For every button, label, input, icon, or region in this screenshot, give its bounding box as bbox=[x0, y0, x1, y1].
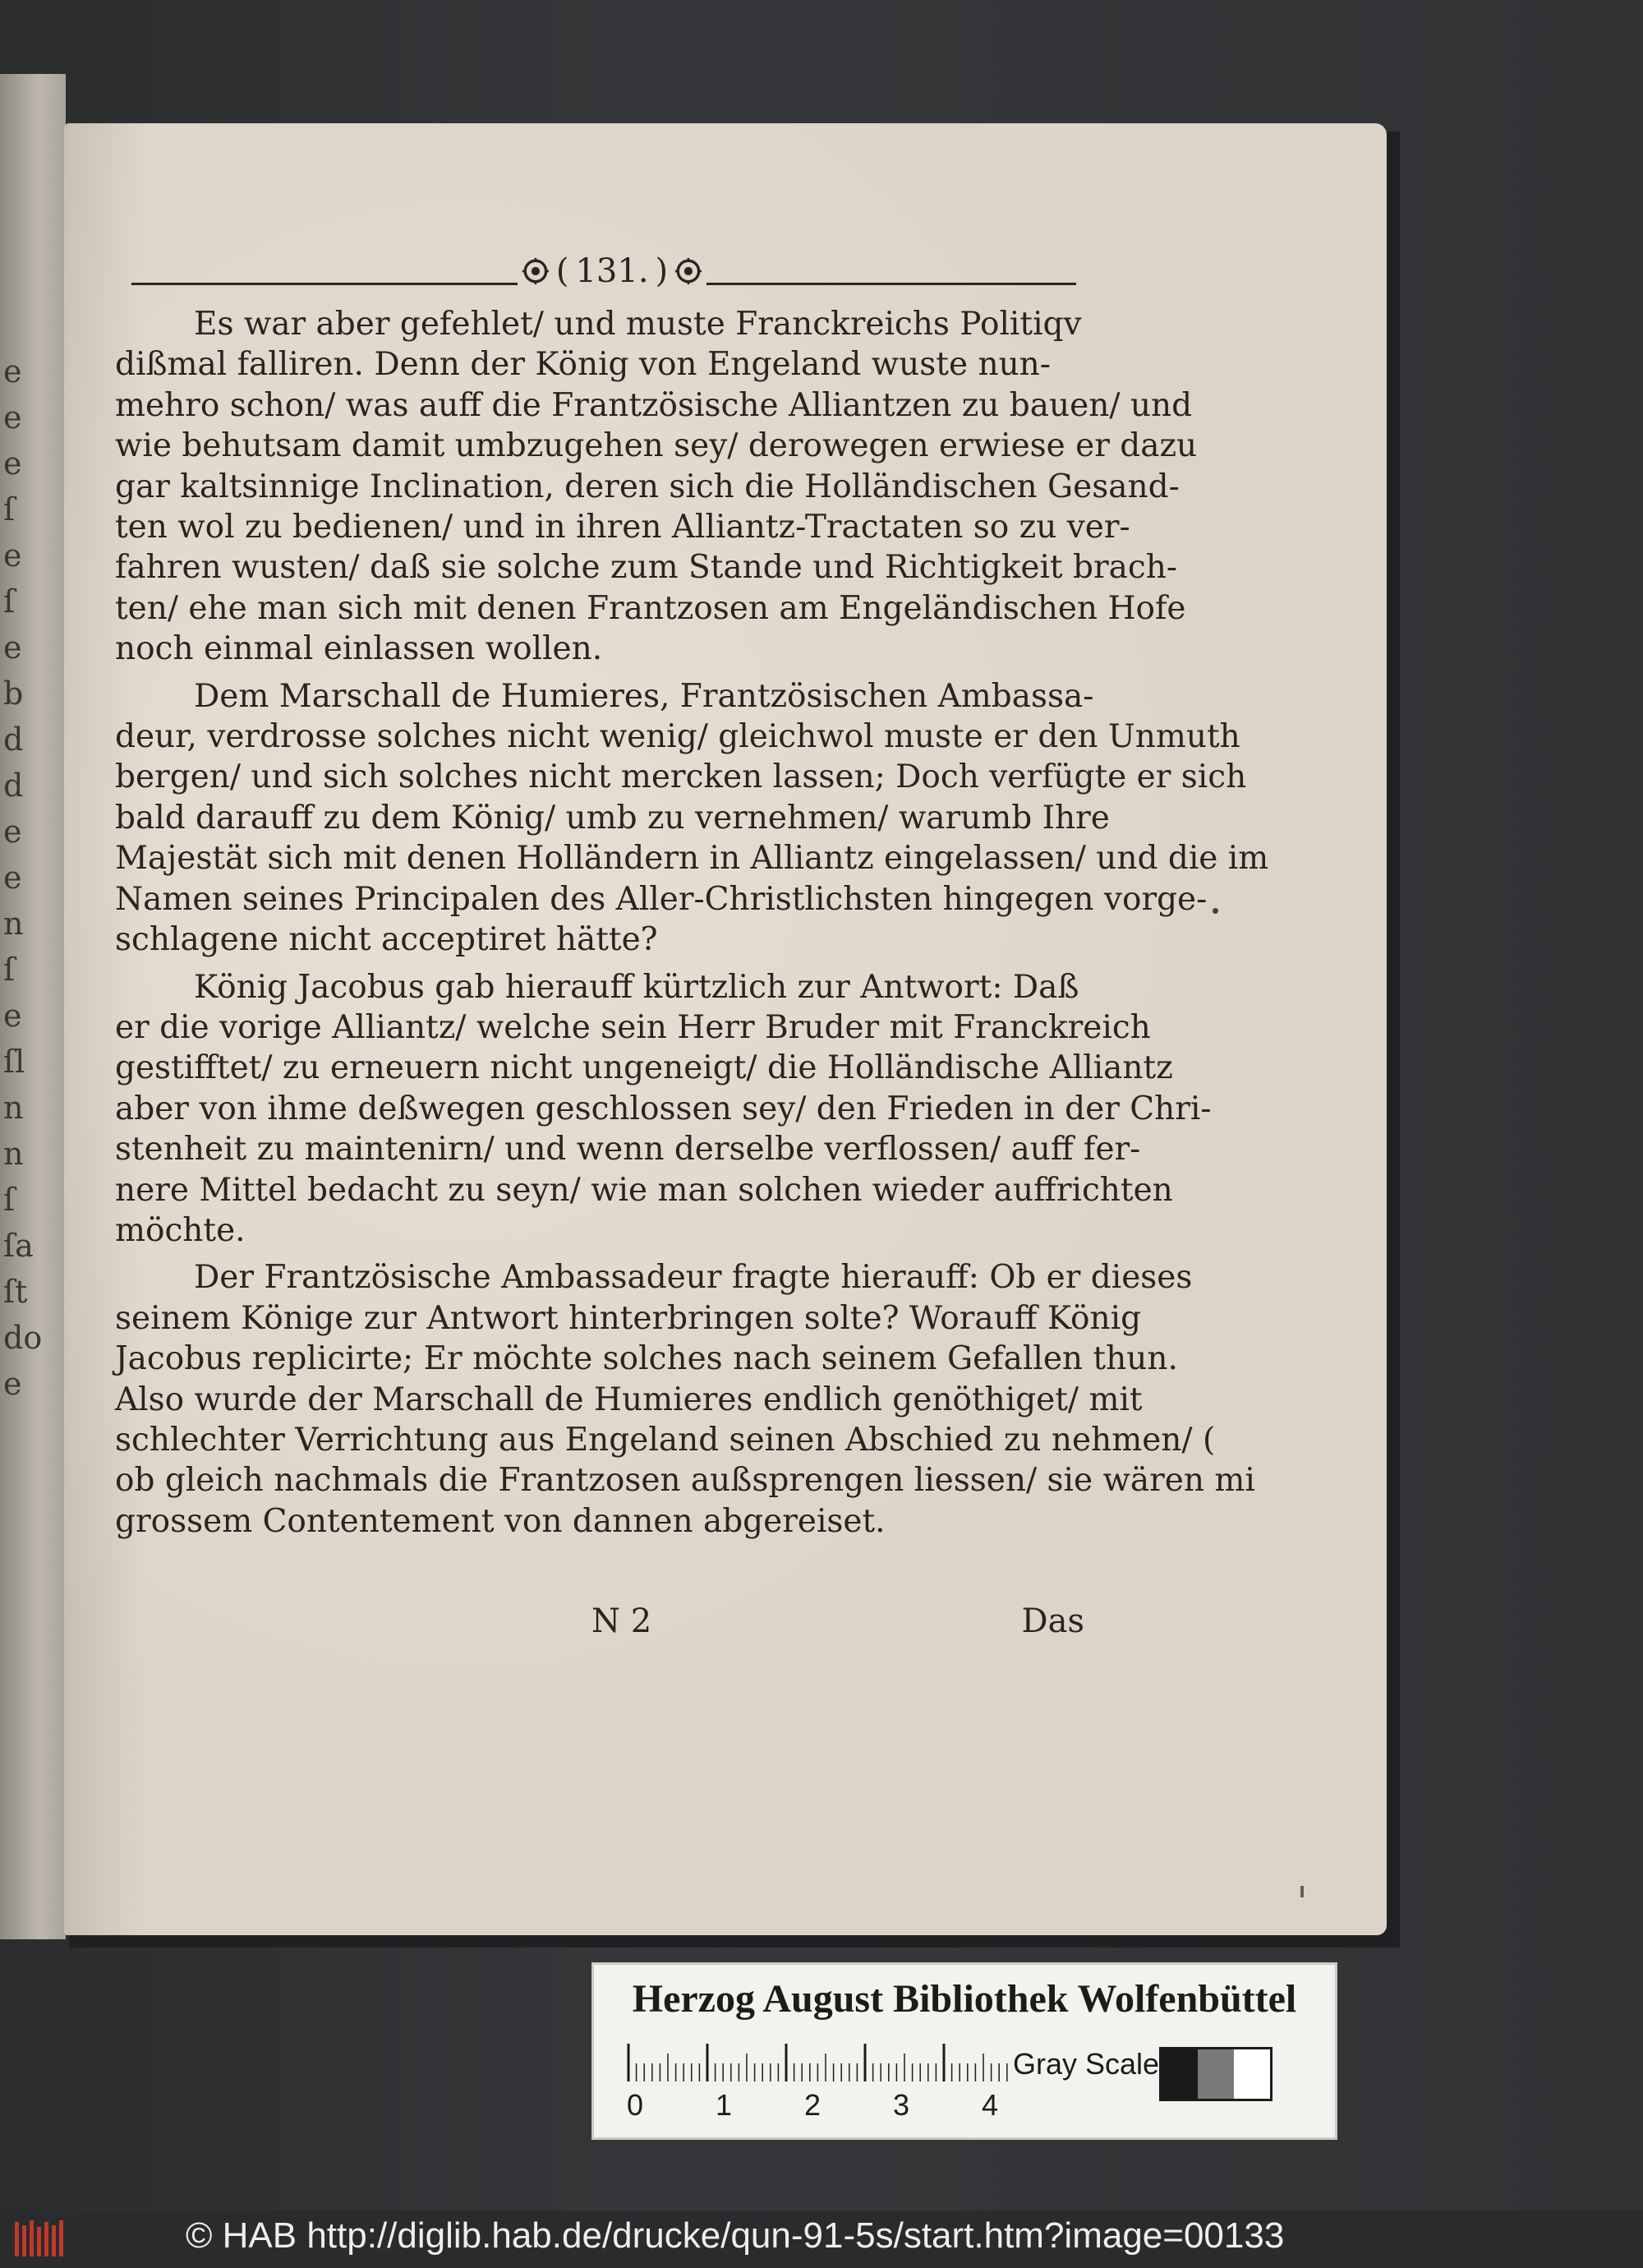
ruler-scale bbox=[627, 2042, 1013, 2083]
body-text bbox=[115, 304, 1269, 1545]
ink-speck bbox=[1213, 908, 1218, 914]
text-line: ob gleich nachmals die Frantzosen außsprengen liessen/ sie wären mi bbox=[115, 1462, 1255, 1500]
text-line: bergen/ und sich solches nicht mercken lassen; Doch verfügte er sich bbox=[115, 758, 1247, 796]
text-line: König Jacobus gab hierauff kürtzlich zur Antwort: Daß bbox=[194, 968, 1079, 1006]
ornament-icon bbox=[674, 255, 702, 288]
text-line: grossem Contentement von dannen abgereiset. bbox=[115, 1502, 886, 1540]
paragraph bbox=[115, 676, 1269, 961]
gray-scale-label: Gray Scale bbox=[1013, 2047, 1160, 2081]
facing-page-fragment: d bbox=[3, 768, 24, 804]
gray-scale-swatch bbox=[1159, 2047, 1273, 2101]
facing-page-fragment: e bbox=[3, 537, 22, 574]
color-scale-card bbox=[591, 1962, 1337, 2140]
text-line: Jacobus replicirte; Er möchte solches nach seinem Gefallen thun. bbox=[115, 1340, 1178, 1378]
swatch-white bbox=[1234, 2049, 1270, 2099]
hab-logo-icon bbox=[13, 2217, 71, 2261]
ruler-number: 0 bbox=[627, 2088, 644, 2122]
institution-name: Herzog August Bibliothek Wolfenbüttel bbox=[632, 1977, 1297, 2021]
page-number-text: 131. bbox=[575, 252, 649, 290]
text-line: ten/ ehe man sich mit denen Frantzosen am Engeländischen Hofe bbox=[115, 589, 1186, 627]
text-line: mehro schon/ was auff die Frantzösische Alliantzen zu bauen/ und bbox=[115, 386, 1193, 424]
facing-page-fragment: ſ bbox=[3, 952, 16, 988]
text-line: deur, verdrosse solches nicht wenig/ gleichwol muste er den Unmuth bbox=[115, 718, 1240, 756]
facing-page-fragment: e bbox=[3, 998, 22, 1034]
facing-page-fragment: ſ bbox=[3, 491, 16, 528]
page-footer bbox=[107, 1602, 1084, 1652]
text-line: Majestät sich mit denen Holländern in Alliantz eingelassen/ und die im bbox=[115, 840, 1269, 878]
text-line: gestifftet/ zu erneuern nicht ungeneigt/ die Holländische Alliantz bbox=[115, 1049, 1173, 1087]
ruler-number: 4 bbox=[982, 2088, 999, 2122]
header-rule-left bbox=[131, 283, 518, 285]
text-line: schlagene nicht acceptiret hätte? bbox=[115, 921, 658, 959]
facing-page-fragment: ſa bbox=[3, 1228, 34, 1264]
facing-page-fragment: ſ bbox=[3, 583, 16, 620]
ruler-number: 2 bbox=[804, 2088, 822, 2122]
signature-mark: N 2 bbox=[591, 1602, 652, 1640]
text-line: gar kaltsinnige Inclination, deren sich die Holländischen Gesand- bbox=[115, 468, 1180, 505]
text-line: Es war aber gefehlet/ und muste Franckreichs Politiqv bbox=[194, 306, 1082, 343]
facing-page-fragment: do bbox=[3, 1320, 43, 1356]
paragraph bbox=[115, 304, 1198, 670]
facing-page-fragment: e bbox=[3, 860, 22, 896]
page-number: ( 131. ) bbox=[522, 247, 702, 296]
facing-page-fragment: ſl bbox=[3, 1044, 25, 1080]
facing-page-fragment: n bbox=[3, 1090, 24, 1126]
facing-page-fragment: b bbox=[3, 675, 24, 712]
text-line: möchte. bbox=[115, 1211, 246, 1249]
facing-page-fragment: e bbox=[3, 814, 22, 850]
facing-page-fragment: n bbox=[3, 1136, 24, 1172]
catchword: Das bbox=[1021, 1602, 1084, 1640]
text-line: Namen seines Principalen des Aller-Christlichsten hingegen vorge- bbox=[115, 880, 1208, 918]
facing-page-fragment: e bbox=[3, 399, 22, 436]
facing-page-fragment: d bbox=[3, 721, 24, 758]
text-line: nere Mittel bedacht zu seyn/ wie man solchen wieder auffrichten bbox=[115, 1171, 1173, 1209]
text-line: Dem Marschall de Humieres, Frantzösischen Ambassa- bbox=[194, 677, 1094, 715]
facing-page-fragment: e bbox=[3, 445, 22, 482]
facing-page-edge bbox=[0, 74, 66, 1939]
page-header bbox=[131, 247, 1076, 296]
paragraph bbox=[115, 967, 1212, 1252]
ruler-number: 1 bbox=[716, 2088, 733, 2122]
text-line: wie behutsam damit umbzugehen sey/ derowegen erwiese er dazu bbox=[115, 427, 1198, 465]
text-line: er die vorige Alliantz/ welche sein Herr Bruder mit Franckreich bbox=[115, 1008, 1151, 1046]
text-line: noch einmal einlassen wollen. bbox=[115, 630, 603, 668]
facing-page-fragment: e bbox=[3, 1366, 22, 1402]
ruler-numbers bbox=[627, 2088, 1054, 2121]
facing-page-fragment: ſt bbox=[3, 1274, 28, 1310]
facing-page-fragment: n bbox=[3, 906, 24, 942]
text-line: fahren wusten/ daß sie solche zum Stande und Richtigkeit brach- bbox=[115, 549, 1177, 587]
ruler-number: 3 bbox=[893, 2088, 910, 2122]
ink-speck bbox=[1300, 1886, 1304, 1897]
text-line: schlechter Verrichtung aus Engeland seinen Abschied zu nehmen/ ( bbox=[115, 1421, 1216, 1459]
copyright-bar bbox=[0, 2210, 1643, 2268]
text-line: Der Frantzösische Ambassadeur fragte hierauff: Ob er dieses bbox=[194, 1259, 1193, 1297]
swatch-gray bbox=[1198, 2049, 1234, 2099]
facing-page-fragment: e bbox=[3, 629, 22, 666]
facing-page-fragment: ſ bbox=[3, 1182, 16, 1218]
text-line: aber von ihme deßwegen geschlossen sey/ den Frieden in der Chri- bbox=[115, 1090, 1212, 1127]
facing-page-fragment: e bbox=[3, 353, 22, 390]
text-line: dißmal falliren. Denn der König von Engeland wuste nun- bbox=[115, 346, 1051, 384]
swatch-black bbox=[1162, 2049, 1198, 2099]
copyright-text: © HAB http://diglib.hab.de/drucke/qun-91-5s/start.htm?image=00133 bbox=[186, 2215, 1285, 2256]
header-rule-right bbox=[706, 283, 1076, 285]
text-line: seinem Könige zur Antwort hinterbringen solte? Worauff König bbox=[115, 1299, 1142, 1337]
ornament-icon bbox=[522, 255, 550, 288]
text-line: ten wol zu bedienen/ und in ihren Alliantz-Tractaten so zu ver- bbox=[115, 509, 1130, 546]
text-line: bald darauff zu dem König/ umb zu vernehmen/ warumb Ihre bbox=[115, 799, 1110, 837]
text-line: stenheit zu maintenirn/ und wenn derselbe verflossen/ auff fer- bbox=[115, 1131, 1141, 1169]
paragraph bbox=[115, 1257, 1255, 1542]
text-line: Also wurde der Marschall de Humieres endlich genöthiget/ mit bbox=[115, 1381, 1143, 1418]
